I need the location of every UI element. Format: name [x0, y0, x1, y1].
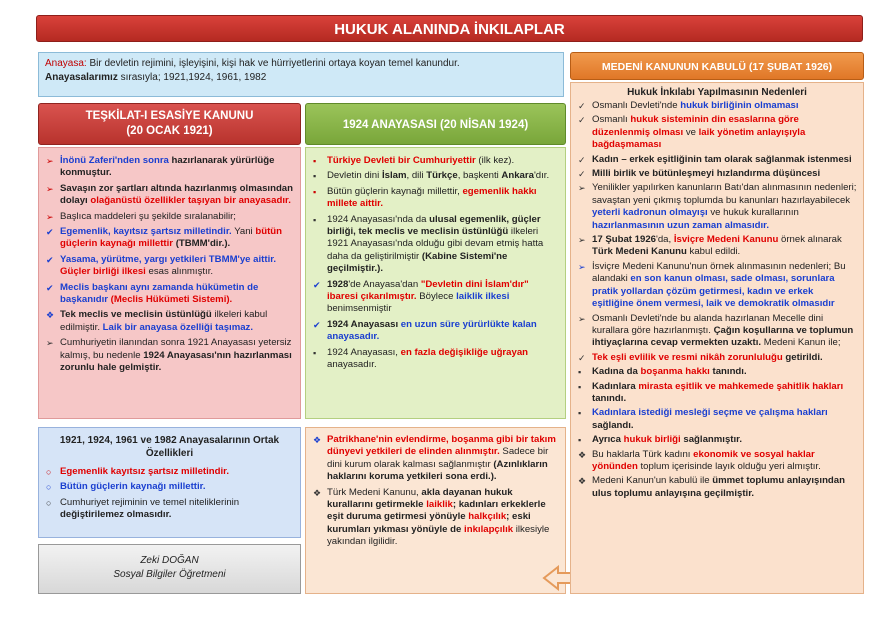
arrow-bullet-icon: ➢: [578, 313, 586, 324]
list-item: ✔ Yasama, yürütme, yargı yetkileri TBMM'ye aittir. Güçler birliği ilkesi esas alınmıştır.: [46, 253, 277, 278]
list-item: ➢ Savaşın zor şartları altında hazırlanmış olmasından dolayı olağanüstü özellikler taşıyan bir anayasadır.: [46, 182, 293, 207]
list-item: ✔ 1928'de Anayasa'dan "Devletin dini İslam'dır" ibaresi çıkarılmıştır. Böylece laiklik ilkesi benimsenmiştir: [313, 278, 529, 315]
diamond-bullet-icon: ❖: [578, 449, 587, 460]
medeni-panel: [570, 82, 864, 594]
square-bullet-icon: ▪: [578, 381, 582, 392]
list-item: ✔ Egemenlik, kayıtsız şartsız milletindir. Yani bütün güçlerin kaynağı millettir (TBMM'dir.).: [46, 226, 282, 250]
square-bullet-icon: ▪: [313, 171, 317, 182]
list-item: ✓ Milli birlik ve bütünleşmeyi hızlandırma düşüncesi: [578, 168, 821, 180]
medeni-subtitle: Hukuk İnkılabı Yapılmasının Nedenleri: [627, 87, 807, 98]
diamond-bullet-icon: ❖: [313, 487, 322, 498]
square-bullet-icon: ▪: [578, 435, 582, 446]
list-item: ✔ 1924 Anayasası en uzun süre yürürlükte kalan anayasadır.: [313, 318, 537, 343]
list-item: ▪ 1924 Anayasası'nda da ulusal egemenlik, güçler birliği, tek meclis ve meclisin üstünlüğü ilkeleri 1921 Anayasası'nda olduğu gibi devam etmiş hatta daha da geliştirilmiştir (Kabine Sistemi'ne geçilmiştir.).: [313, 213, 544, 275]
square-bullet-icon: ▪: [578, 408, 582, 419]
square-bullet-icon: ▪: [313, 347, 317, 358]
square-bullet-icon: ▪: [313, 186, 317, 197]
list-item: ➢ Yenilikler yapılırken kanunların Batı'dan alınmasının nedenleri; savaştan yeni çıkmış toplumda bu kanunları hazırlayabilecek yeterli kadronun olmayışı ve hukuk kurallarının hazırlanmasının uzun zaman almasıdır.: [578, 182, 857, 231]
list-item: ➢ 17 Şubat 1926'da, İsviçre Medeni Kanunu örnek alınarak Türk Medeni Kanunu kabul edildi.: [578, 234, 842, 258]
circle-bullet-icon: ○: [46, 467, 52, 477]
check-bullet-icon: ✓: [578, 115, 586, 126]
definition-term: Anayasa:: [45, 58, 87, 69]
check-bullet-icon: ✔: [46, 227, 54, 238]
check-bullet-icon: ✓: [578, 169, 586, 180]
arrow-bullet-icon: ➢: [578, 261, 586, 272]
list-item: ○ Egemenlik kayıtsız şartsız milletindir.: [46, 466, 230, 477]
list-item: ➢ İsviçre Medeni Kanunu'nun örnek alınmasının nedenleri; Bu alandaki en son kanun olması, sade olması, sorunlara pratik yollardan çözüm getirmesi, kadın ve erkek eşitliğine önem vermesi, laik ve demokratik olmasıdır: [578, 260, 846, 310]
diamond-bullet-icon: ❖: [578, 476, 587, 487]
list-item: ❖ Tek meclis ve meclisin üstünlüğü ilkeleri kabul edilmiştir. Laik bir anayasa özelliği taşımaz.: [46, 309, 268, 333]
arrow-bullet-icon: ➢: [578, 183, 586, 194]
list-item: ✓ Osmanlı Devleti'nde hukuk birliğinin olmaması: [578, 100, 799, 111]
list-item: ▪ Kadınlara istediği mesleği seçme ve çalışma hakları sağlandı.: [578, 407, 828, 431]
author-name: Zeki DOĞAN: [140, 555, 199, 566]
circle-bullet-icon: ○: [46, 497, 52, 508]
list-item: ➢ Osmanlı Devleti'nde bu alanda hazırlanan Mecelle dini kurallara göre hazırlanmıştı. Çağın koşullarına ve toplumun ihtiyaçlarına cevap vermekten uzaktı. Medeni Kanun ile;: [578, 312, 854, 349]
list-item: ▪ Kadınlara mirasta eşitlik ve mahkemede şahitlik hakları tanındı.: [578, 380, 844, 404]
definition-line2-bold: Anayasalarımız: [45, 72, 118, 83]
check-bullet-icon: ✔: [313, 319, 321, 330]
list-item: ▪ 1924 Anayasası, en fazla değişikliğe uğrayan anayasadır.: [313, 346, 529, 371]
definition-text: Bir devletin rejimini, işleyişini, kişi hak ve hürriyetlerini ortaya koyan temel kanundur.: [89, 58, 460, 69]
list-item: ✓ Tek eşli evlilik ve resmi nikâh zorunluluğu getirildi.: [578, 351, 823, 363]
square-bullet-icon: ▪: [578, 367, 582, 378]
list-item: ❖ Bu haklarla Türk kadını ekonomik ve sosyal haklar yönünden toplum içerisinde layık olduğu yeri almıştır.: [578, 448, 821, 472]
list-item: ▪ Türkiye Devleti bir Cumhuriyettir (ilk kez).: [313, 155, 515, 166]
author-role: Sosyal Bilgiler Öğretmeni: [113, 569, 226, 580]
anayasa-definition: [38, 52, 564, 97]
diamond-bullet-icon: ❖: [46, 310, 55, 321]
arrow-bullet-icon: ➢: [46, 156, 54, 166]
ortak-title: 1921, 1924, 1961 ve 1982 Anayasalarının Ortak Özellikleri: [59, 435, 280, 459]
arrow-bullet-icon: ➢: [46, 338, 54, 349]
list-item: ➢ Başlıca maddeleri şu şekilde sıralanabilir;: [46, 210, 236, 222]
author-box: [38, 544, 301, 594]
list-item: ❖ Patrikhane'nin evlendirme, boşanma gibi bir takım dünyevi yetkileri de elinden alınmıştır. Sadece bir dini kurum olarak kalması sağlanmıştır (Azınlıkların haklarını koruma yetkileri sona erdi.).: [313, 434, 556, 483]
square-bullet-icon: ▪: [313, 156, 317, 166]
list-item: ❖ Medeni Kanun'un kabulü ile ümmet toplumu anlayışından ulus toplumu anlayışına geçilmiştir.: [578, 475, 845, 499]
anayasa1924-header: 1924 ANAYASASI (20 NİSAN 1924): [305, 103, 566, 145]
check-bullet-icon: ✔: [46, 282, 54, 293]
list-item: ○ Bütün güçlerin kaynağı millettir.: [46, 481, 206, 493]
arrow-bullet-icon: ➢: [578, 235, 586, 246]
check-bullet-icon: ✓: [578, 154, 586, 165]
teskilat-header: TEŞKİLAT-I ESASİYE KANUNU (20 OCAK 1921): [38, 103, 301, 145]
medeni-header: MEDENİ KANUNUN KABULÜ (17 ŞUBAT 1926): [570, 52, 864, 80]
list-item: ▪ Ayrıca hukuk birliği sağlanmıştır.: [578, 434, 743, 446]
circle-bullet-icon: ○: [46, 482, 52, 493]
arrow-bullet-icon: ➢: [46, 183, 54, 194]
list-item: ▪ Devletin dini İslam, dili Türkçe, başkenti Ankara'dır.: [313, 170, 550, 182]
list-item: ○ Cumhuriyet rejiminin ve temel niteliklerinin değiştirilemez olmasıdır.: [46, 496, 240, 521]
square-bullet-icon: ▪: [313, 214, 317, 225]
list-item: ➢ İnönü Zaferi'nden sonra hazırlanarak yürürlüğe konmuştur.: [46, 155, 275, 179]
list-item: ❖ Türk Medeni Kanunu, akla dayanan hukuk kurallarını getirmekle laiklik; kadınları erkeklerle eşit duruma getirmesi yönüyle halkçılık; eski kurumları yıkması yönüyle de inkılapçılık ilkesiyle yakından ilgilidir.: [313, 486, 550, 548]
list-item: ✔ Meclis başkanı aynı zamanda hükümetin de başkanıdır (Meclis Hükümeti Sistemi).: [46, 281, 259, 306]
list-item: ▪ Bütün güçlerin kaynağı millettir, egemenlik hakkı millete aittir.: [313, 185, 537, 210]
list-item: ✓ Kadın – erkek eşitliğinin tam olarak sağlanmak istenmesi: [578, 153, 852, 165]
list-item: ✓ Osmanlı hukuk sisteminin din esaslarına göre düzenlenmiş olması ve laik yönetim anlayışıyla bağdaşmaması: [578, 114, 806, 151]
page-title: HUKUK ALANINDA İNKILAPLAR: [36, 15, 863, 42]
teskilat-panel: [38, 147, 301, 419]
ortak-ozellikler-panel: [38, 427, 301, 538]
anayasa1924-panel: [305, 147, 566, 419]
diamond-bullet-icon: ❖: [313, 435, 322, 445]
check-bullet-icon: ✓: [578, 352, 586, 363]
arrow-bullet-icon: ➢: [46, 211, 54, 222]
definition-line2-rest: sırasıyla; 1921,1924, 1961, 1982: [120, 72, 267, 83]
patrikhane-panel: [305, 427, 566, 594]
list-item: ▪ Kadına da boşanma hakkı tanındı.: [578, 366, 747, 378]
check-bullet-icon: ✔: [46, 254, 54, 265]
check-bullet-icon: ✔: [313, 279, 321, 290]
list-item: ➢ Cumhuriyetin ilanından sonra 1921 Anayasası yetersiz kalmış, bu nedenle 1924 Anayasası'nın hazırlanması zorunlu hale gelmiştir.: [46, 337, 292, 374]
check-bullet-icon: ✓: [578, 101, 586, 111]
